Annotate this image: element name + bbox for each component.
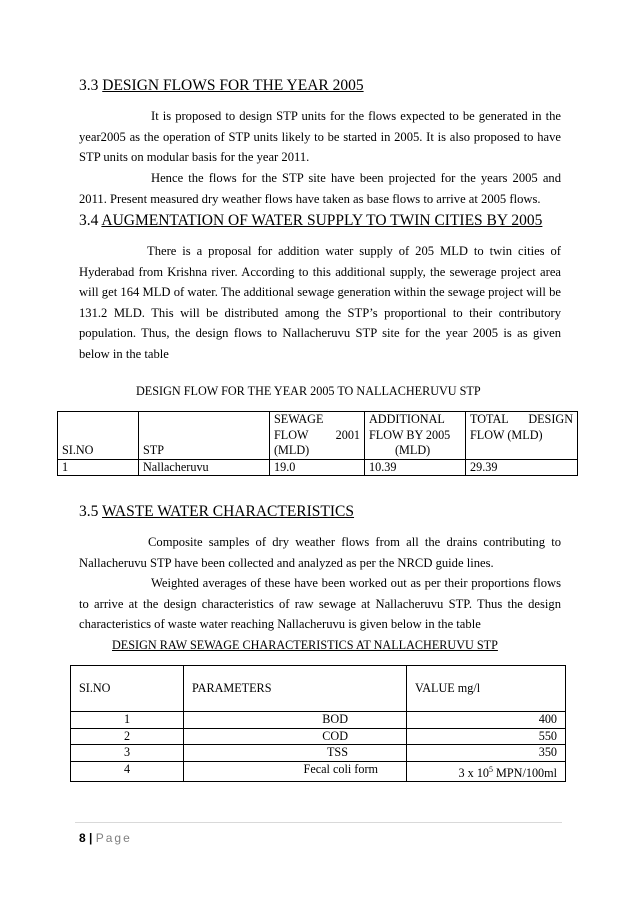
section-title: AUGMENTATION OF WATER SUPPLY TO TWIN CITIES BY 2005 (101, 212, 543, 229)
section-number: 3.4 (79, 212, 99, 229)
section-title: WASTE WATER CHARACTERISTICS (101, 503, 355, 520)
value-exponent: 5 (489, 764, 493, 774)
paragraph: Composite samples of dry weather flows from all the drains contributing to Nallacheruvu STP have been collected and analyzed as per the NRCD guide lines. (79, 535, 561, 570)
header-cell: PARAMETERS (184, 666, 407, 712)
cell-sl-no: 3 (71, 745, 184, 762)
cell-parameter: TSS (184, 745, 407, 762)
cell-value: 550 (407, 728, 566, 745)
table-caption: DESIGN RAW SEWAGE CHARACTERISTICS AT NALLACHERUVU STP (112, 638, 498, 652)
header-word: TOTAL (470, 412, 509, 426)
cell-parameter: BOD (184, 712, 407, 729)
paragraph: Hence the flows for the STP site have been projected for the years 2005 and 2011. Present measured dry weather flows have taken as base flows to arrive at 2005 flows. (79, 171, 561, 206)
cell-additional-flow: 10.39 (365, 459, 466, 476)
header-cell: SI.NO (58, 412, 139, 460)
header-word: DESIGN (528, 412, 573, 426)
header-cell: VALUE mg/l (407, 666, 566, 712)
header-line: FLOW (MLD) (470, 427, 543, 442)
design-flow-table (57, 411, 578, 476)
cell-sl-no: 1 (71, 712, 184, 729)
table-caption: DESIGN FLOW FOR THE YEAR 2005 TO NALLACHERUVU STP (136, 384, 481, 398)
header-line: (MLD) (274, 443, 310, 457)
table-row (71, 712, 566, 729)
section-number: 3.3 (79, 77, 99, 94)
cell-sewage-flow: 19.0 (270, 459, 365, 476)
header-line: SEWAGE (274, 412, 324, 426)
header-word: 2001 (335, 427, 360, 442)
footer-divider (75, 822, 562, 823)
cell-sl-no: 1 (58, 459, 139, 476)
cell-parameter: Fecal coli form (184, 761, 407, 782)
header-word: FLOW (274, 427, 309, 442)
table-header-row (58, 412, 578, 460)
cell-value: 350 (407, 745, 566, 762)
paragraph: Weighted averages of these have been worked out as per their proportions flows to arrive at the design characteristics of raw sewage at Nallacheruvu STP. Thus the design characteristics of waste water reaching Nallacheruvu is given below in the table (79, 576, 561, 631)
header-cell (365, 412, 466, 460)
table-row (71, 745, 566, 762)
table-row (58, 459, 578, 476)
paragraph: It is proposed to design STP units for the flows expected to be generated in the year2005 as the operation of STP units likely to be started in 2005. It is also proposed to have STP units on modular basis for the year 2011. (79, 109, 561, 164)
header-cell: SI.NO (71, 666, 184, 712)
section-3-3-heading (79, 77, 364, 95)
header-cell (466, 412, 578, 460)
section-number: 3.5 (79, 503, 99, 520)
section-title: DESIGN FLOWS FOR THE YEAR 2005 (102, 77, 364, 94)
page-number: 8 (79, 831, 86, 845)
cell-total-flow: 29.39 (466, 459, 578, 476)
cell-parameter: COD (184, 728, 407, 745)
cell-value (407, 761, 566, 782)
value-base: 3 x 10 (458, 765, 489, 780)
page-footer (79, 831, 132, 845)
header-line: ADDITIONAL (369, 412, 445, 426)
table-header-row (71, 666, 566, 712)
cell-value: 400 (407, 712, 566, 729)
table-row (71, 761, 566, 782)
section-3-4-heading (79, 212, 542, 230)
page-separator: | (89, 831, 93, 845)
paragraph: There is a proposal for addition water supply of 205 MLD to twin cities of Hyderabad from Krishna river. According to this additional supply, the sewerage project area will get 164 MLD of water. The additional sewage generation within the sewage project will be 131.2 MLD. This will be distributed among the STP’s proportional to their contributory population. Thus, the design flows to Nallacheruvu STP site for the year 2005 is as given below in the table (79, 244, 561, 361)
header-line: FLOW BY 2005 (369, 427, 451, 442)
section-3-5-heading (79, 503, 354, 521)
table-row (71, 728, 566, 745)
page-label: Page (95, 831, 132, 845)
cell-sl-no: 2 (71, 728, 184, 745)
header-cell: STP (139, 412, 270, 460)
cell-stp: Nallacheruvu (139, 459, 270, 476)
raw-sewage-table (70, 665, 566, 782)
header-cell (270, 412, 365, 460)
cell-sl-no: 4 (71, 761, 184, 782)
value-unit: MPN/100ml (493, 765, 557, 780)
header-line: (MLD) (395, 443, 431, 457)
